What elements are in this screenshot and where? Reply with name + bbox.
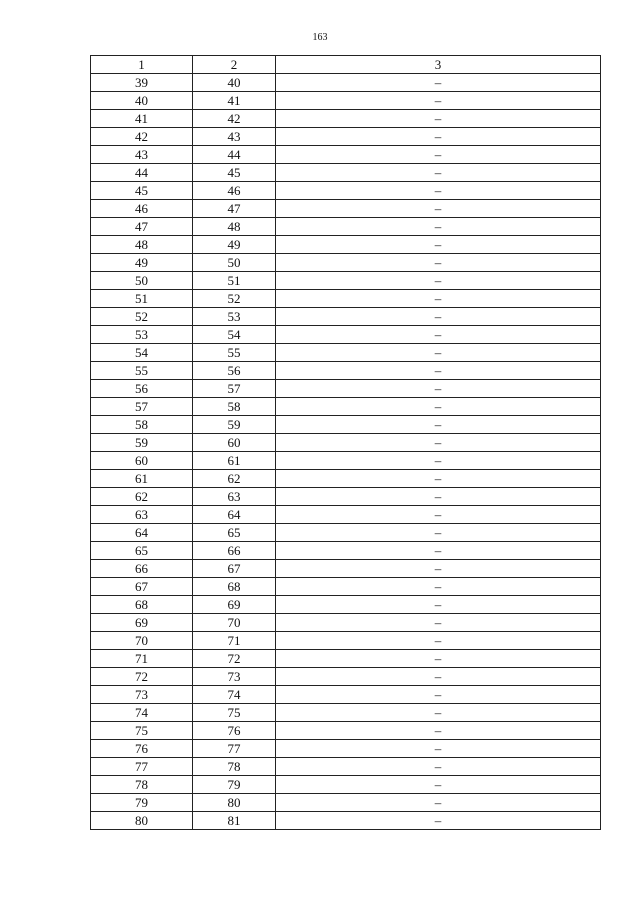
table-row [91, 110, 601, 128]
table-cell-col-2: 47 [193, 200, 276, 218]
column-header-2: 2 [193, 56, 276, 74]
table-row [91, 290, 601, 308]
table-cell-col-3: – [276, 416, 601, 434]
table-cell-col-1: 51 [91, 290, 193, 308]
table-row [91, 308, 601, 326]
table-cell-col-1: 78 [91, 776, 193, 794]
table-cell-col-3: – [276, 596, 601, 614]
table-row [91, 776, 601, 794]
table-cell-col-2: 40 [193, 74, 276, 92]
table-cell-col-3: – [276, 74, 601, 92]
table-cell-col-1: 43 [91, 146, 193, 164]
table-cell-col-3: – [276, 488, 601, 506]
table-row [91, 632, 601, 650]
table-cell-col-2: 51 [193, 272, 276, 290]
table-cell-col-3: – [276, 398, 601, 416]
table-cell-col-3: – [276, 308, 601, 326]
table-cell-col-2: 56 [193, 362, 276, 380]
table-body [91, 74, 601, 830]
table-cell-col-1: 39 [91, 74, 193, 92]
table-cell-col-2: 79 [193, 776, 276, 794]
table-cell-col-1: 59 [91, 434, 193, 452]
table-cell-col-2: 64 [193, 506, 276, 524]
table-cell-col-2: 57 [193, 380, 276, 398]
table-cell-col-1: 69 [91, 614, 193, 632]
table-row [91, 596, 601, 614]
table-cell-col-1: 80 [91, 812, 193, 830]
table-cell-col-2: 68 [193, 578, 276, 596]
table-cell-col-2: 77 [193, 740, 276, 758]
table-cell-col-2: 53 [193, 308, 276, 326]
table-cell-col-1: 76 [91, 740, 193, 758]
table-row [91, 200, 601, 218]
table-cell-col-2: 73 [193, 668, 276, 686]
column-header-3: 3 [276, 56, 601, 74]
table-cell-col-1: 60 [91, 452, 193, 470]
table-cell-col-3: – [276, 272, 601, 290]
table-cell-col-3: – [276, 686, 601, 704]
table-cell-col-1: 53 [91, 326, 193, 344]
table-cell-col-3: – [276, 578, 601, 596]
table-cell-col-1: 64 [91, 524, 193, 542]
table-row [91, 794, 601, 812]
table-cell-col-2: 49 [193, 236, 276, 254]
table-cell-col-2: 75 [193, 704, 276, 722]
table-cell-col-3: – [276, 92, 601, 110]
table-cell-col-2: 76 [193, 722, 276, 740]
table-cell-col-2: 74 [193, 686, 276, 704]
table-cell-col-1: 58 [91, 416, 193, 434]
data-table [90, 55, 601, 830]
table-cell-col-2: 44 [193, 146, 276, 164]
table-cell-col-3: – [276, 128, 601, 146]
table-cell-col-3: – [276, 614, 601, 632]
table-cell-col-2: 59 [193, 416, 276, 434]
table-cell-col-1: 42 [91, 128, 193, 146]
table-cell-col-2: 55 [193, 344, 276, 362]
table-row [91, 272, 601, 290]
table-cell-col-1: 67 [91, 578, 193, 596]
table-row [91, 704, 601, 722]
table-cell-col-3: – [276, 542, 601, 560]
table-row [91, 650, 601, 668]
table-cell-col-3: – [276, 380, 601, 398]
table-cell-col-2: 48 [193, 218, 276, 236]
table-cell-col-3: – [276, 218, 601, 236]
table-cell-col-2: 70 [193, 614, 276, 632]
table-row [91, 614, 601, 632]
table-row [91, 182, 601, 200]
table-cell-col-3: – [276, 776, 601, 794]
table-cell-col-1: 44 [91, 164, 193, 182]
table-cell-col-1: 54 [91, 344, 193, 362]
table-cell-col-1: 63 [91, 506, 193, 524]
table-header-row [91, 56, 601, 74]
table-cell-col-1: 62 [91, 488, 193, 506]
table-cell-col-1: 77 [91, 758, 193, 776]
table-row [91, 236, 601, 254]
table-cell-col-3: – [276, 812, 601, 830]
table-cell-col-1: 61 [91, 470, 193, 488]
table-row [91, 524, 601, 542]
table-cell-col-3: – [276, 650, 601, 668]
page-number: 163 [312, 32, 328, 43]
table-cell-col-3: – [276, 794, 601, 812]
table-cell-col-3: – [276, 344, 601, 362]
table-cell-col-1: 50 [91, 272, 193, 290]
table-cell-col-2: 50 [193, 254, 276, 272]
table-cell-col-1: 47 [91, 218, 193, 236]
table-cell-col-2: 72 [193, 650, 276, 668]
table-cell-col-2: 69 [193, 596, 276, 614]
table-row [91, 506, 601, 524]
table-cell-col-3: – [276, 290, 601, 308]
table-row [91, 344, 601, 362]
table-cell-col-2: 66 [193, 542, 276, 560]
table-cell-col-2: 42 [193, 110, 276, 128]
table-cell-col-1: 79 [91, 794, 193, 812]
table-cell-col-2: 65 [193, 524, 276, 542]
table-cell-col-2: 78 [193, 758, 276, 776]
table-cell-col-3: – [276, 362, 601, 380]
table-cell-col-2: 52 [193, 290, 276, 308]
table-cell-col-3: – [276, 164, 601, 182]
table-cell-col-3: – [276, 740, 601, 758]
table-cell-col-3: – [276, 110, 601, 128]
table-cell-col-1: 70 [91, 632, 193, 650]
table-cell-col-1: 55 [91, 362, 193, 380]
table-row [91, 542, 601, 560]
table-cell-col-1: 66 [91, 560, 193, 578]
table-row [91, 326, 601, 344]
table-cell-col-3: – [276, 524, 601, 542]
table-row [91, 218, 601, 236]
table-cell-col-1: 52 [91, 308, 193, 326]
table-cell-col-3: – [276, 722, 601, 740]
table-cell-col-3: – [276, 452, 601, 470]
table-row [91, 434, 601, 452]
table-cell-col-3: – [276, 182, 601, 200]
table-cell-col-3: – [276, 326, 601, 344]
table-cell-col-3: – [276, 254, 601, 272]
table-cell-col-3: – [276, 560, 601, 578]
table-cell-col-2: 54 [193, 326, 276, 344]
table-cell-col-1: 56 [91, 380, 193, 398]
table-row [91, 560, 601, 578]
table-row [91, 740, 601, 758]
table-row [91, 470, 601, 488]
table-header [91, 56, 601, 74]
table-cell-col-3: – [276, 236, 601, 254]
table-cell-col-2: 80 [193, 794, 276, 812]
table-cell-col-1: 74 [91, 704, 193, 722]
table-cell-col-1: 65 [91, 542, 193, 560]
table-cell-col-1: 72 [91, 668, 193, 686]
table-cell-col-2: 81 [193, 812, 276, 830]
table-cell-col-2: 60 [193, 434, 276, 452]
table-row [91, 164, 601, 182]
table-row [91, 362, 601, 380]
table-cell-col-1: 57 [91, 398, 193, 416]
table-cell-col-3: – [276, 200, 601, 218]
table-row [91, 668, 601, 686]
table-cell-col-1: 45 [91, 182, 193, 200]
table-cell-col-3: – [276, 506, 601, 524]
table-cell-col-1: 46 [91, 200, 193, 218]
table-cell-col-1: 49 [91, 254, 193, 272]
table-cell-col-2: 67 [193, 560, 276, 578]
table-cell-col-3: – [276, 758, 601, 776]
table-row [91, 74, 601, 92]
table-cell-col-2: 45 [193, 164, 276, 182]
table-row [91, 398, 601, 416]
table-row [91, 146, 601, 164]
table-cell-col-1: 41 [91, 110, 193, 128]
table-row [91, 758, 601, 776]
table-cell-col-3: – [276, 434, 601, 452]
table-cell-col-2: 61 [193, 452, 276, 470]
table-cell-col-2: 41 [193, 92, 276, 110]
table-row [91, 380, 601, 398]
table-row [91, 416, 601, 434]
table-cell-col-1: 68 [91, 596, 193, 614]
table-row [91, 578, 601, 596]
table-cell-col-3: – [276, 668, 601, 686]
table-row [91, 812, 601, 830]
table-row [91, 722, 601, 740]
table-cell-col-2: 58 [193, 398, 276, 416]
table-cell-col-2: 62 [193, 470, 276, 488]
table-row [91, 488, 601, 506]
table-cell-col-2: 46 [193, 182, 276, 200]
table-row [91, 254, 601, 272]
table-cell-col-3: – [276, 146, 601, 164]
table-cell-col-2: 63 [193, 488, 276, 506]
table-cell-col-3: – [276, 704, 601, 722]
table-cell-col-2: 71 [193, 632, 276, 650]
table-cell-col-1: 71 [91, 650, 193, 668]
table-row [91, 686, 601, 704]
table-row [91, 452, 601, 470]
table-cell-col-1: 75 [91, 722, 193, 740]
table-cell-col-1: 48 [91, 236, 193, 254]
table-cell-col-1: 40 [91, 92, 193, 110]
column-header-1: 1 [91, 56, 193, 74]
table-cell-col-3: – [276, 470, 601, 488]
table-cell-col-3: – [276, 632, 601, 650]
table-cell-col-2: 43 [193, 128, 276, 146]
table-cell-col-1: 73 [91, 686, 193, 704]
table-row [91, 92, 601, 110]
table-row [91, 128, 601, 146]
